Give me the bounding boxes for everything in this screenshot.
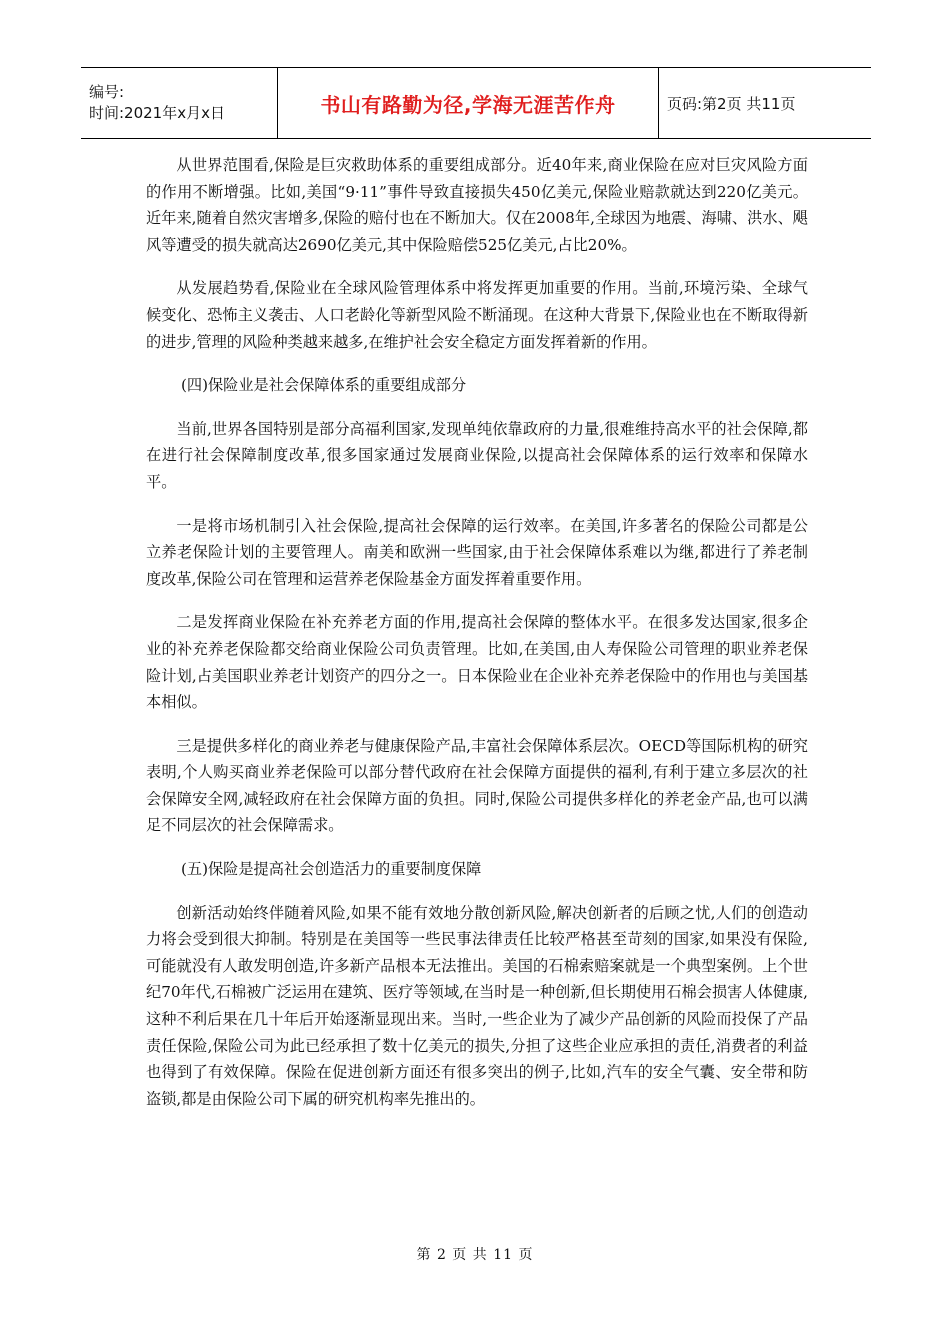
header-meta [81, 68, 278, 138]
doc-time-label: 时间:2021年x月x日 [89, 104, 225, 122]
header-page-info: 页码:第2页 共11页 [667, 94, 796, 113]
paragraph: 从世界范围看,保险是巨灾救助体系的重要组成部分。近40年来,商业保险在应对巨灾风险方面的作用不断增强。比如,美国“9·11”事件导致直接损失450亿美元,保险业赔款就达到220亿美元。近年来,随着自然灾害增多,保险的赔付也在不断加大。仅在2008年,全球因为地震、海啸、洪水、飓风等遭受的损失就高达2690亿美元,其中保险赔偿525亿美元,占比20%。 [146, 156, 808, 254]
doc-number-label: 编号: [89, 83, 125, 101]
page-header [81, 67, 871, 139]
paragraph: 三是提供多样化的商业养老与健康保险产品,丰富社会保障体系层次。OECD等国际机构的研究表明,个人购买商业养老保险可以部分替代政府在社会保障方面提供的福利,有利于建立多层次的社会保障安全网,减轻政府在社会保障方面的负担。同时,保险公司提供多样化的养老金产品,也可以满足不同层次的社会保障需求。 [146, 736, 808, 835]
header-motto: 书山有路勤为径,学海无涯苦作舟 [278, 68, 659, 138]
section-heading-5: (五)保险是提高社会创造活力的重要制度保障 [180, 860, 482, 879]
paragraph: 二是发挥商业保险在补充养老方面的作用,提高社会保障的整体水平。在很多发达国家,很多企业的补充养老保险都交给商业保险公司负责管理。比如,在美国,由人寿保险公司管理的职业养老保险计划,占美国职业养老计划资产的四分之一。日本保险业在企业补充养老保险中的作用也与美国基本相似。 [146, 613, 808, 712]
section-heading-4: (四)保险业是社会保障体系的重要组成部分 [180, 376, 467, 395]
paragraph: 当前,世界各国特别是部分高福利国家,发现单纯依靠政府的力量,很难维持高水平的社会保障,都在进行社会保障制度改革,很多国家通过发展商业保险,以提高社会保障体系的运行效率和保障水平。 [146, 419, 808, 491]
document-body [146, 152, 808, 1129]
page-footer: 第 2 页 共 11 页 [416, 1247, 534, 1263]
paragraph: 一是将市场机制引入社会保险,提高社会保障的运行效率。在美国,许多著名的保险公司都是公立养老保险计划的主要管理人。南美和欧洲一些国家,由于社会保障体系难以为继,都进行了养老制度改革,保险公司在管理和运营养老保险基金方面发挥着重要作用。 [146, 516, 808, 588]
paragraph: 从发展趋势看,保险业在全球风险管理体系中将发挥更加重要的作用。当前,环境污染、全球气候变化、恐怖主义袭击、人口老龄化等新型风险不断涌现。在这种大背景下,保险业也在不断取得新的进步,管理的风险种类越来越多,在维护社会安全稳定方面发挥着新的作用。 [146, 279, 808, 351]
paragraph: 创新活动始终伴随着风险,如果不能有效地分散创新风险,解决创新者的后顾之忧,人们的创造动力将会受到很大抑制。特别是在美国等一些民事法律责任比较严格甚至苛刻的国家,如果没有保险,可能就没有人敢发明创造,许多新产品根本无法推出。美国的石棉索赔案就是一个典型案例。上个世纪70年代,石棉被广泛运用在建筑、医疗等领域,在当时是一种创新,但长期使用石棉会损害人体健康,这种不利后果在几十年后开始逐渐显现出来。当时,一些企业为了减少产品创新的风险而投保了产品责任保险,保险公司为此已经承担了数十亿美元的损失,分担了这些企业应承担的责任,消费者的利益也得到了有效保障。保险在促进创新方面还有很多突出的例子,比如,汽车的安全气囊、安全带和防盗锁,都是由保险公司下属的研究机构率先推出的。 [146, 903, 808, 1108]
